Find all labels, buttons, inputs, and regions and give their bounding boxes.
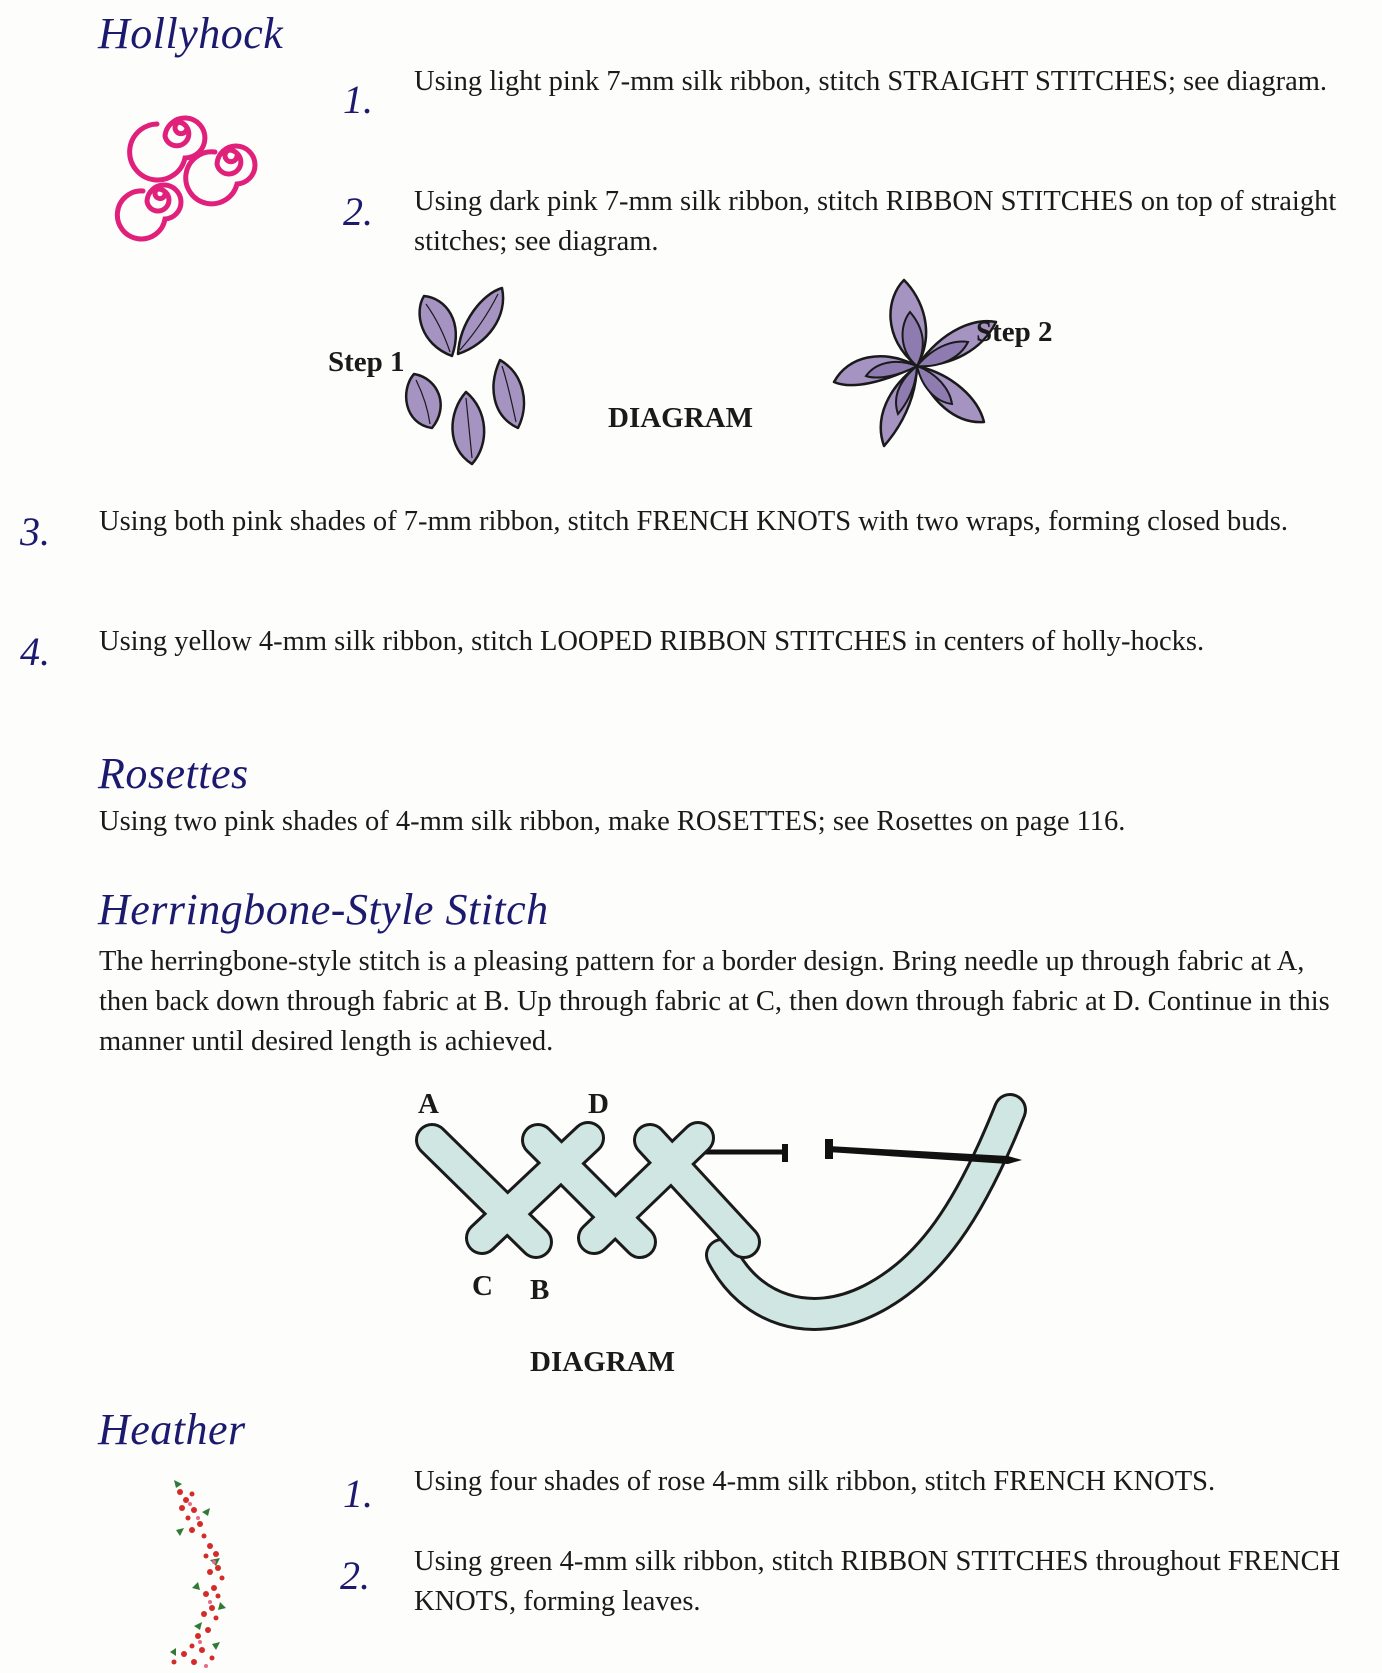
heather-step-2-text: Using green 4-mm silk ribbon, stitch RIBBON STITCHES throughout FRENCH KNOTS, forming leaves. [414, 1546, 1341, 1617]
hollyhock-heading: Hollyhock [98, 9, 284, 58]
hollyhock-step-3-text: Using both pink shades of 7-mm ribbon, stitch FRENCH KNOTS with two wraps, forming closed buds. [99, 506, 1289, 537]
heather-step-2-number: 2. [340, 1553, 370, 1598]
herringbone-label-b: B [530, 1274, 550, 1306]
hollyhock-swirl-icon [125, 88, 275, 228]
herringbone-diagram-caption: DIAGRAM [530, 1346, 675, 1378]
heather-step-1-text: Using four shades of rose 4-mm silk ribbon, stitch FRENCH KNOTS. [414, 1466, 1216, 1497]
hollyhock-step-4-text: Using yellow 4-mm silk ribbon, stitch LOOPED RIBBON STITCHES in centers of holly-hocks. [99, 626, 1205, 657]
hollyhock-step2-flower [832, 278, 1002, 448]
herringbone-label-d: D [588, 1088, 609, 1120]
rosettes-heading: Rosettes [98, 749, 249, 798]
heather-step-1-number: 1. [343, 1471, 373, 1516]
hollyhock-step-3-number: 3. [20, 509, 50, 554]
herringbone-diagram [410, 1090, 1050, 1350]
hollyhock-step-2-text: Using dark pink 7-mm silk ribbon, stitch RIBBON STITCHES on top of straight stitches; see diagram. [414, 186, 1337, 257]
herringbone-text: The herringbone-style stitch is a pleasing pattern for a border design. Bring needle up through fabric at A, then back down through fabric at B. Up through fabric at C, then down through fabric at D. Continue in this manner until desired length is achieved. [99, 946, 1330, 1057]
herringbone-label-a: A [418, 1088, 439, 1120]
herringbone-label-c: C [472, 1270, 493, 1302]
hollyhock-step-2-number: 2. [343, 189, 373, 234]
heather-sprig-icon [162, 1472, 252, 1672]
hollyhock-step1-petals [402, 278, 562, 468]
herringbone-heading: Herringbone-Style Stitch [98, 885, 549, 934]
hollyhock-step-4-number: 4. [20, 629, 50, 674]
rosettes-text: Using two pink shades of 4-mm silk ribbon, make ROSETTES; see Rosettes on page 116. [99, 806, 1126, 837]
hollyhock-step-1-text: Using light pink 7-mm silk ribbon, stitch STRAIGHT STITCHES; see diagram. [414, 66, 1328, 97]
hollyhock-diagram-caption: DIAGRAM [608, 402, 753, 434]
heather-heading: Heather [98, 1405, 246, 1454]
step-1-label: Step 1 [328, 346, 405, 378]
step-2-label: Step 2 [976, 316, 1053, 348]
hollyhock-step-1-number: 1. [343, 77, 373, 122]
